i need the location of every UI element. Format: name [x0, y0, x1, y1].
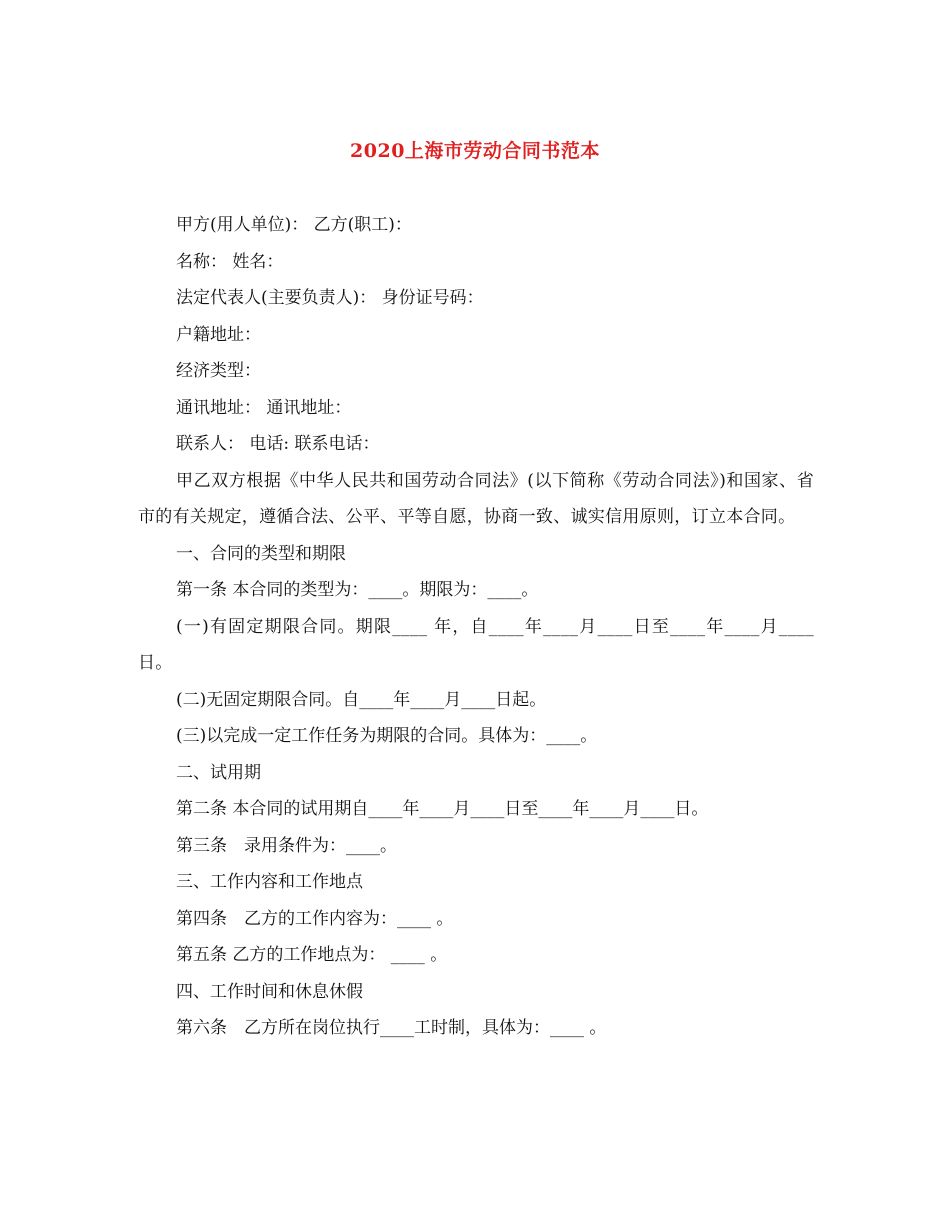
party-line: 甲方(用人单位)： 乙方(职工)：: [176, 215, 412, 235]
article-2: 第二条 本合同的试用期自____年____月____日至____年____月____日。: [176, 799, 709, 819]
mailing-address-line: 通讯地址： 通讯地址：: [176, 397, 352, 418]
article-4: 第四条 乙方的工作内容为：____ 。: [176, 908, 454, 929]
article-5: 第五条 乙方的工作地点为： ____ 。: [176, 945, 448, 965]
item-fixed-term: (一)有固定期限合同。期限____ 年，自____年____月____日至____年____月____日。: [138, 616, 814, 673]
document-title: 2020上海市劳动合同书范本: [350, 140, 600, 162]
contact-line: 联系人： 电话: 联系电话：: [176, 434, 380, 454]
representative-line: 法定代表人(主要负责人)： 身份证号码：: [176, 288, 484, 308]
section-heading-2: 二、试用期: [176, 762, 261, 783]
section-heading-3: 三、工作内容和工作地点: [176, 872, 363, 892]
item-task-term: (三)以完成一定工作任务为期限的合同。具体为：____。: [176, 726, 598, 746]
item-open-term: (二)无固定期限合同。自____年____月____日起。: [176, 689, 547, 710]
name-line: 名称： 姓名：: [176, 251, 284, 272]
document-body: [138, 207, 814, 1047]
section-heading-1: 一、合同的类型和期限: [176, 543, 346, 564]
section-heading-4: 四、工作时间和休息休假: [176, 981, 363, 1002]
article-6: 第六条 乙方所在岗位执行____工时制，具体为：____ 。: [176, 1018, 607, 1038]
article-3: 第三条 录用条件为：____。: [176, 835, 397, 856]
article-1: 第一条 本合同的类型为：____。期限为：____。: [176, 580, 539, 600]
intro-paragraph: 甲乙双方根据《中华人民共和国劳动合同法》(以下简称《劳动合同法》)和国家、省市的有关规定，遵循合法、公平、平等自愿，协商一致、诚实信用原则，订立本合同。: [138, 470, 814, 527]
economic-type-line: 经济类型：: [176, 361, 261, 381]
household-address-line: 户籍地址：: [176, 324, 261, 345]
